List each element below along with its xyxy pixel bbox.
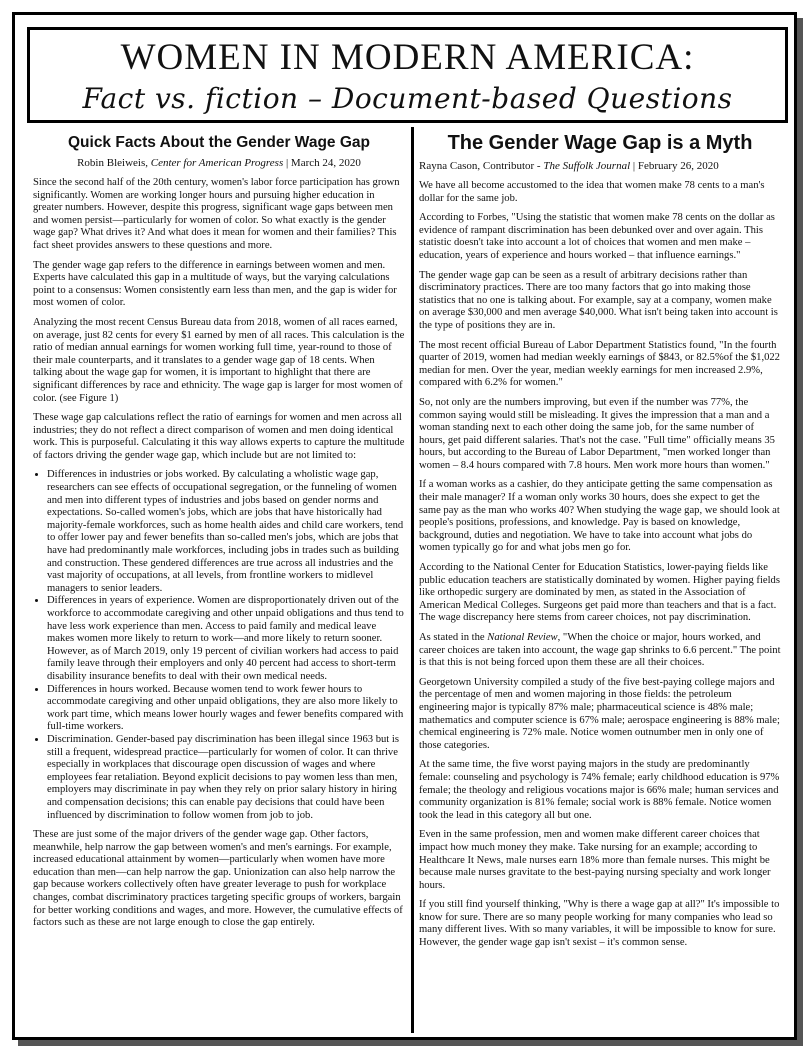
right-paragraph: At the same time, the five worst paying majors in the study are predominantly female: counseling and psychology is 74% female; early childhood education is 97% female; the theology and religious vocations major is 66% male; human services and community organization is 81% female; social work is 88% female. Notice women took the lead in this category all but one. bbox=[419, 759, 780, 821]
right-author: Rayna Cason, Contributor - bbox=[419, 160, 544, 172]
banner-title: WOMEN IN MODERN AMERICA: bbox=[120, 37, 695, 78]
nr-source: National Review bbox=[487, 632, 558, 643]
factor-list-item: • Differences in hours worked. Because women tend to work fewer hours to accommodate caregiving and other unpaid obligations, they are also more likely to work part time, which means lower hourly wages and fewer benefits compared with full-time workers. bbox=[47, 684, 405, 734]
left-outlet: Center for American Progress bbox=[150, 157, 284, 169]
left-article bbox=[33, 127, 405, 1033]
right-paragraph: If you still find yourself thinking, "Why is there a wage gap at all?" It's impossible to know for sure. There are so many people working for many companies who lead so many different lives. With so many variables, it will be impossible to know for sure. However, the gender wage gap isn't sexist – it's common sense. bbox=[419, 899, 780, 949]
nr-pre: As stated in the bbox=[419, 632, 488, 643]
left-paragraph: These wage gap calculations reflect the ratio of earnings for women and men across all industries; they do not reflect a direct comparison of women and men doing identical work. This is purposeful. Calculating it this way allows experts to capture the multitude of factors driving the gender wage gap, which include but are not limited to: bbox=[33, 412, 405, 461]
right-outlet: The Suffolk Journal bbox=[543, 160, 631, 172]
left-date: | March 24, 2020 bbox=[283, 157, 361, 169]
right-article bbox=[419, 127, 781, 1033]
document-page bbox=[12, 12, 797, 1040]
left-paragraph: Analyzing the most recent Census Bureau data from 2018, women of all races earned, on average, just 82 cents for every $1 earned by men of all races. This calculation is the ratio of median annual earnings for women working full time, year-round to those of their male counterparts, and it translates to a gender wage gap of 18 cents. When talking about the wage gap for women, it is important to highlight that there are significant differences by race and ethnicity. The wage gap is larger for most women of color. (see Figure 1) bbox=[33, 316, 405, 404]
right-paragraph: Georgetown University compiled a study of the five best-paying college majors and the percentage of men and women majoring in those fields: the petroleum engineering major is typically 87% male; pharmaceutical science is 48% male; mathematics and computer science is 67% male; aerospace engineering is 88% male; chemical engineering is 72% male. Notice women outnumber men in only one of those categories. bbox=[419, 676, 780, 751]
left-article-byline bbox=[33, 156, 405, 170]
left-paragraph: Since the second half of the 20th century, women's labor force participation has grown significantly. Women are working longer hours and pursuing higher education in greater numbers. However, despite this progress, significant wage gaps between men and women persist—particularly for women of color. So what exactly is the gender wage gap? What drives it? And what does it mean for women and their families? This fact sheet provides answers to these questions and more. bbox=[33, 177, 400, 251]
right-paragraph: According to the National Center for Education Statistics, lower-paying fields like public education teachers are statistically dominated by women. Higher paying fields like orthopedic surgery are dominated by men, as stated in the Association of American Medical Colleges. Surgeons get paid more than teachers and that is a fact. The wage discrepancy here stems from career choices, not pay discrimination. bbox=[419, 562, 780, 624]
left-author: Robin Bleiweis, bbox=[77, 157, 151, 169]
right-paragraph: If a woman works as a cashier, do they anticipate getting the same compensation as their male manager? If a woman only works 30 hours, does she expect to get the same pay as the man who works 40? When studying the wage gap, we should look at people's positions, professions, and knowledge. Pay is based on knowledge, background, duties and negotiation. We have to take into account what jobs do women typically go for and what jobs men go for. bbox=[419, 479, 780, 554]
left-paragraph: The gender wage gap refers to the difference in earnings between women and men. Experts have calculated this gap in a multitude of ways, but the varying calculations point to a consensus: Women consistently earn less than men, and the gap is wider for most women of color. bbox=[33, 259, 397, 309]
nr-post: , "When the choice or major, hours worked, and career choices are taken into account, the wage gap shrinks to 6.6 percent." The point is that this is not being forced upon them these are all their choices. bbox=[419, 632, 781, 669]
right-date: | February 26, 2020 bbox=[630, 160, 719, 172]
right-paragraph: The gender wage gap can be seen as a result of arbitrary decisions rather than discriminatory practices. There are too many factors that go into making those statistics that no one is talking about. For example, say at a company, women make on average $30,000 and men average $40,000. What isn't being taken into account is the type of positions they are in. bbox=[419, 269, 778, 331]
factor-list-item: • Differences in years of experience. Women are disproportionately driven out of the workforce to accommodate caregiving and other unpaid obligations and thus tend to have less work experience than men. Access to paid family and medical leave makes women more likely to return to work—and more likely to return sooner. However, as of March 2019, only 19 percent of civilian workers had access to paid family leave through their employers and only 40 percent had access to short-term disability insurance benefits to deal with their own medical needs. bbox=[47, 595, 405, 683]
right-paragraph: The most recent official Bureau of Labor Department Statistics found, "In the fourth quarter of 2019, women had median weekly earnings of $843, or 82.5%of the $1,022 median for men. Over the year, median weekly earnings for men increased 2.9%, compared with 6.2% for women." bbox=[419, 339, 780, 389]
right-article-byline bbox=[419, 159, 781, 173]
right-paragraph: Even in the same profession, men and women make different career choices that impact how much money they make. Take nursing for an example; according to Healthcare It News, male nurses earn 18% more than female nurses. This might be because male nurses gravitate to the best-paying nursing specialty and work longer hours. bbox=[419, 829, 771, 891]
column-divider bbox=[411, 127, 414, 1033]
left-article-title: Quick Facts About the Gender Wage Gap bbox=[67, 134, 370, 151]
left-closing-paragraph: These are just some of the major drivers of the gender wage gap. Other factors, meanwhile, help narrow the gap between women's and men's earnings. For example, increased educational attainment by women—particularly when women have more education than men—can help narrow the gap. Unionization can also help narrow the gap because workers collectively often have greater leverage to push for workplace changes, combat discriminatory practices targeting specific groups of workers, bargain for better working conditions and wages, and more. However, the cumulative effects of factors such as these are not large enough to close the gap entirely. bbox=[33, 829, 403, 929]
factor-list-item: • Differences in industries or jobs worked. By calculating a wholistic wage gap, researchers can see effects of occupational segregation, or the funneling of women and men into different types of industries and jobs based on gender norms and expectations. So-called women's jobs, which are jobs that have historically had majority-female workforces, such as home health aides and child care workers, tend to offer lower pay and fewer benefits than so-called men's jobs, which are jobs that have had predominantly male workforces, including jobs in trades such as building and construction. These gendered differences are true across all industries and the vast majority of occupations, at all levels, from frontline workers to midlevel managers to senior leaders. bbox=[47, 469, 405, 595]
right-article-title: The Gender Wage Gap is a Myth bbox=[447, 132, 753, 154]
title-banner bbox=[27, 27, 788, 123]
factor-list-item: • Discrimination. Gender-based pay discrimination has been illegal since 1963 but is still a frequent, widespread practice—particularly for women of color. It can thrive especially in workplaces that discourage open discussion of wages and where employees fear retaliation. Beyond explicit decisions to pay women less than men, employers may discriminate in pay when they rely on prior salary history in hiring and compensation decisions; this can enable pay decisions that could have been influenced by discrimination to follow women from job to job. bbox=[47, 734, 405, 822]
factor-list bbox=[33, 469, 405, 822]
right-paragraph: So, not only are the numbers improving, but even if the number was 77%, the common saying would still be misleading. It gives the impression that a man and a woman standing next to each other doing the same job, for the same number of hours, get paid different salaries. That's not the case. "Full time" officially means 35 hours, but according to the Bureau of Labor Department, "men worked longer than women – 8.4 hours compared with 7.8 hours. Men work more hours than women." bbox=[419, 396, 775, 471]
right-paragraph: According to Forbes, "Using the statistic that women make 78 cents on the dollar as evidence of rampant discrimination has been debunked over and over again. This statistic doesn't take into account a lot of choices that women and men make – education, years of experience and hours worked – that influence earnings." bbox=[419, 212, 775, 261]
banner-subtitle: Fact vs. fiction – Document-based Questions bbox=[82, 82, 733, 115]
national-review-paragraph bbox=[419, 632, 781, 670]
right-paragraph: We have all become accustomed to the idea that women make 78 cents to a man's dollar for the same job. bbox=[419, 180, 765, 204]
